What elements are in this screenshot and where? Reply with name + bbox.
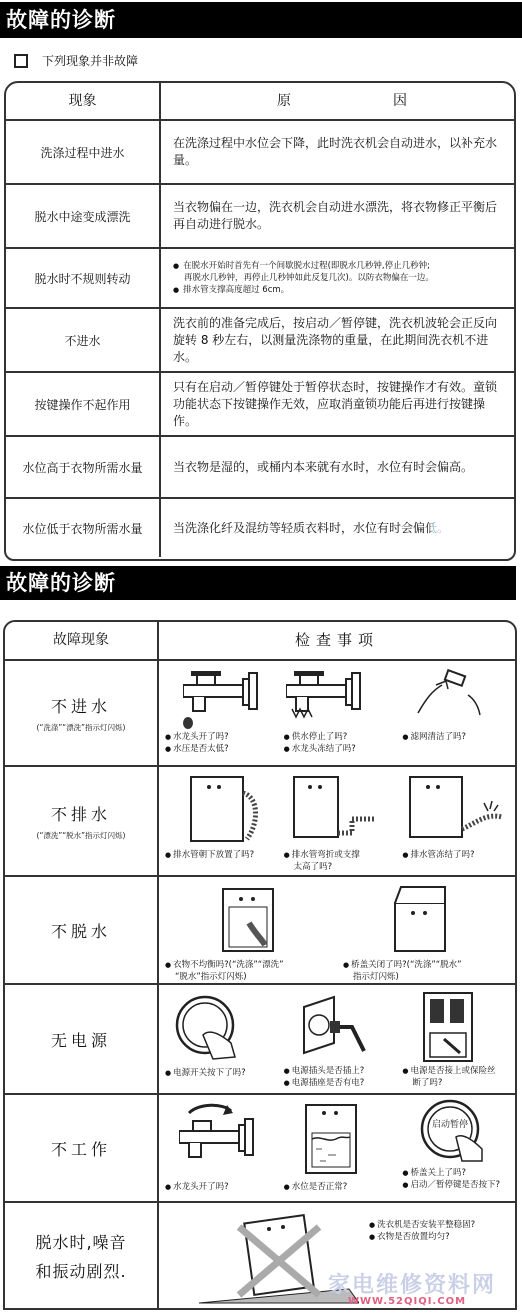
fault-sublabel: (“洗涤”“漂洗”指示灯闪烁) bbox=[36, 722, 126, 732]
table-row bbox=[6, 373, 514, 437]
caption-line: ● 桥盖关上了吗? bbox=[402, 1167, 500, 1179]
check-caption bbox=[165, 959, 284, 983]
fault-cell bbox=[5, 767, 159, 875]
reason-line: 再脱水几秒钟，再停止几秒钟如此反复几次)。以防衣物偏在一边。 bbox=[184, 273, 434, 283]
caption-line: ● 排水管弯折或支撑 bbox=[284, 849, 360, 861]
table-row bbox=[6, 249, 514, 309]
reason-line: ● 排水管支撑高度超过 6cm。 bbox=[173, 284, 289, 296]
section2-title: 故障的诊断 bbox=[0, 566, 516, 600]
power-plug-icon bbox=[294, 991, 374, 1063]
check-caption bbox=[165, 1067, 246, 1079]
fault-cell bbox=[5, 985, 159, 1093]
filter-icon bbox=[416, 669, 486, 719]
check-item bbox=[159, 877, 337, 983]
caption-line: ● 水压是否太低? bbox=[165, 743, 229, 755]
caption-line: ● 启动／暂停键是否按下? bbox=[402, 1179, 500, 1191]
fault-diagnosis-table bbox=[3, 620, 517, 1310]
phenomenon-cell: 不进水 bbox=[6, 309, 161, 371]
checks-cell bbox=[159, 767, 515, 875]
watermark: 家电维修资料网 bbox=[328, 1273, 497, 1298]
check-caption bbox=[402, 849, 474, 861]
fault-label: 不排水 bbox=[50, 804, 111, 824]
caption-line: ● 排水管朝下放置了吗? bbox=[165, 849, 254, 861]
table-row bbox=[5, 661, 515, 767]
table-row bbox=[6, 185, 514, 249]
checkbox-icon bbox=[14, 54, 28, 68]
button-text: 启动暂停 bbox=[432, 1120, 469, 1130]
header-phenomenon: 现象 bbox=[6, 83, 161, 119]
caption-line: ● 电源插座是否有电? bbox=[284, 1077, 365, 1089]
caption-line: ● 洗衣机是否安装平整稳固? bbox=[369, 1219, 475, 1231]
reason-cell: 当衣物偏在一边，洗衣机会自动进水漂洗，将衣物修正平衡后再自动进行脱水。 bbox=[173, 200, 498, 231]
check-item bbox=[278, 661, 397, 765]
caption-line: 太高了吗? bbox=[293, 862, 333, 872]
reason-cell bbox=[161, 249, 514, 307]
caption-line: ● 供水停止了吗? bbox=[284, 731, 356, 743]
check-item bbox=[159, 985, 278, 1093]
phenomenon-cell: 水位低于衣物所需水量 bbox=[6, 499, 161, 557]
caption-line: ● 滤网清洁了吗? bbox=[402, 731, 466, 743]
header-fault: 故障现象 bbox=[5, 622, 159, 659]
reason-cell bbox=[161, 499, 514, 557]
header-reason-2: 因 bbox=[393, 93, 407, 109]
check-item bbox=[337, 877, 515, 983]
caption-line: ● 电源插头是否插上? bbox=[284, 1065, 365, 1077]
phenomenon-cell: 按键操作不起作用 bbox=[6, 373, 161, 435]
lid-open-icon bbox=[387, 883, 457, 955]
table-row bbox=[6, 499, 514, 557]
table-header bbox=[6, 83, 514, 121]
checks-cell bbox=[159, 1095, 515, 1201]
frozen-hose-icon bbox=[406, 773, 506, 845]
watermark-url: WWW.52QIQI.COM bbox=[348, 1296, 467, 1307]
checks-cell bbox=[159, 985, 515, 1093]
fault-sublabel: (“漂洗”“脱水”指示灯闪烁) bbox=[36, 830, 126, 840]
caption-line: ● 电源开关按下了吗? bbox=[165, 1067, 246, 1079]
reason-cell: 洗衣前的准备完成后，按启动／暂停键，洗衣机波轮会正反向旋转 8 秒左右，以测量洗涤物的重量，在此期间洗衣机不进水。 bbox=[173, 315, 498, 364]
reason-line: ● 在脱水开始时首先有一个间歇脱水过程(即脱水几秒钟,停止几秒钟; bbox=[173, 260, 430, 272]
normal-phenomena-table bbox=[4, 81, 516, 561]
caption-line: 指示灯闪烁) bbox=[353, 972, 399, 982]
check-item bbox=[278, 767, 397, 875]
check-item bbox=[278, 1095, 397, 1201]
header-reason bbox=[161, 83, 514, 119]
reason-text-faded: 有时会偏低。 bbox=[377, 520, 450, 535]
table-row bbox=[5, 877, 515, 985]
table-row bbox=[5, 767, 515, 877]
table-row bbox=[6, 121, 514, 185]
fault-label: 脱水时,噪音 bbox=[35, 1232, 127, 1252]
table-header bbox=[5, 622, 515, 661]
faucet-turn-icon bbox=[179, 1103, 269, 1173]
check-caption bbox=[402, 731, 466, 743]
check-caption bbox=[402, 1167, 500, 1191]
unbalanced-load-icon bbox=[219, 883, 279, 955]
header-check: 检查事项 bbox=[294, 631, 379, 649]
section1-title: 故障的诊断 bbox=[0, 2, 522, 38]
notice bbox=[14, 52, 138, 69]
check-item bbox=[159, 661, 278, 765]
table-row bbox=[5, 985, 515, 1095]
check-caption bbox=[284, 1065, 365, 1089]
check-caption bbox=[343, 959, 462, 983]
caption-line: ● 电源是否接上或保险丝 bbox=[402, 1065, 495, 1077]
check-caption bbox=[165, 1181, 229, 1193]
check-caption bbox=[284, 731, 356, 755]
check-caption bbox=[165, 731, 229, 755]
table-row bbox=[5, 1095, 515, 1203]
check-caption bbox=[369, 1219, 475, 1243]
caption-line: ● 水位是否正常? bbox=[284, 1181, 348, 1193]
washer-drain-icon bbox=[187, 773, 267, 845]
fault-cell bbox=[5, 1095, 159, 1201]
reason-cell: 在洗涤过程中水位会下降，此时洗衣机会自动进水，以补充水量。 bbox=[173, 136, 498, 167]
frozen-faucet-icon bbox=[286, 671, 376, 731]
fuse-box-icon bbox=[420, 989, 480, 1065]
check-caption bbox=[402, 1065, 495, 1089]
fault-cell bbox=[5, 877, 159, 983]
check-caption bbox=[284, 1181, 348, 1193]
checks-cell bbox=[159, 661, 515, 765]
reason-cell: 当衣物是湿的，或桶内本来就有水时，水位有时会偏高。 bbox=[173, 459, 474, 474]
fault-label: 不进水 bbox=[50, 696, 111, 716]
fault-label: 不脱水 bbox=[50, 921, 111, 941]
reason-cell: 只有在启动／暂停键处于暂停状态时，按键操作才有效。童锁功能状态下按键操作无效，应取消童锁功能后再进行按键操作。 bbox=[173, 379, 498, 428]
check-item bbox=[396, 767, 515, 875]
start-pause-button-icon bbox=[416, 1099, 486, 1163]
caption-line: ● 水龙头冻结了吗? bbox=[284, 743, 356, 755]
table-row bbox=[6, 309, 514, 373]
faucet-icon bbox=[183, 671, 273, 731]
caption-line: ● 排水管冻结了吗? bbox=[402, 849, 474, 861]
caption-line: ● 水龙头开了吗? bbox=[165, 731, 229, 743]
check-item bbox=[159, 767, 278, 875]
bent-hose-icon bbox=[290, 773, 380, 845]
water-level-icon bbox=[302, 1099, 362, 1177]
phenomenon-cell: 脱水中途变成漂洗 bbox=[6, 185, 161, 247]
check-item bbox=[396, 985, 515, 1093]
caption-line: 断了吗? bbox=[412, 1078, 443, 1088]
fault-cell bbox=[5, 661, 159, 765]
fault-label: 无电源 bbox=[50, 1030, 111, 1050]
check-item bbox=[396, 661, 515, 765]
notice-text: 下列现象并非故障 bbox=[42, 54, 139, 68]
check-item bbox=[159, 1095, 278, 1201]
fault-cell bbox=[5, 1203, 159, 1308]
power-button-icon bbox=[173, 993, 243, 1063]
fault-label: 和振动剧烈. bbox=[35, 1261, 127, 1281]
caption-line: ● 衣物是否放置均匀? bbox=[369, 1231, 475, 1243]
phenomenon-cell: 洗涤过程中进水 bbox=[6, 121, 161, 183]
caption-line: ● 桥盖关闭了吗?(“洗涤”“脱水” bbox=[343, 959, 462, 971]
reason-text: 当洗涤化纤及混纺等轻质衣料时，水位 bbox=[173, 520, 378, 535]
caption-line: “脱水”指示灯闪烁) bbox=[175, 972, 247, 982]
check-caption bbox=[165, 849, 254, 861]
phenomenon-cell: 水位高于衣物所需水量 bbox=[6, 437, 161, 497]
check-item bbox=[396, 1095, 515, 1201]
phenomenon-cell: 脱水时不规则转动 bbox=[6, 249, 161, 307]
fault-label: 不工作 bbox=[50, 1139, 111, 1159]
caption-line: ● 衣物不均衡吗?(“洗涤”“漂洗” bbox=[165, 959, 284, 971]
check-item bbox=[278, 985, 397, 1093]
check-caption bbox=[284, 849, 360, 873]
table-row bbox=[6, 437, 514, 499]
caption-line: ● 水龙头开了吗? bbox=[165, 1181, 229, 1193]
header-reason-1: 原 bbox=[277, 93, 291, 109]
checks-cell bbox=[159, 877, 515, 983]
